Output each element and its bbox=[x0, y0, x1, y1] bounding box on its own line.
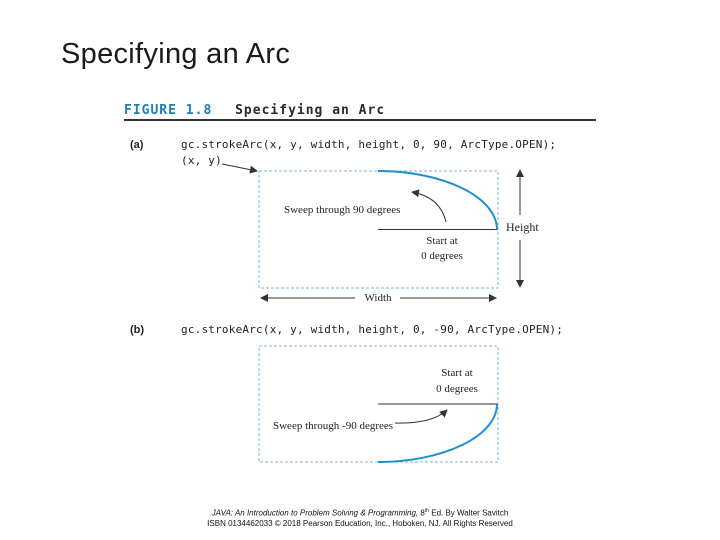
part-b-label: (b) bbox=[130, 324, 145, 336]
part-a-origin-arrow bbox=[222, 164, 257, 171]
figure-label: FIGURE 1.8 bbox=[124, 103, 213, 118]
part-b-start-line2: 0 degrees bbox=[436, 383, 478, 395]
part-a-arc bbox=[378, 171, 497, 230]
footer-book-title: JAVA: An Introduction to Problem Solving & Programming, bbox=[211, 508, 419, 518]
part-a-start-line1: Start at bbox=[426, 235, 458, 247]
slide-title: Specifying an Arc bbox=[61, 38, 291, 70]
part-a-origin-label: (x, y) bbox=[181, 154, 222, 167]
part-a-height-label: Height bbox=[506, 220, 539, 234]
part-a-sweep-arrow bbox=[412, 192, 446, 222]
part-a-sweep-label: Sweep through 90 degrees bbox=[284, 204, 401, 216]
footer-line1 bbox=[0, 508, 720, 518]
part-b-sweep-arrow bbox=[395, 410, 447, 423]
part-b-sweep-label: Sweep through -90 degrees bbox=[273, 420, 394, 432]
part-b-arc bbox=[378, 404, 497, 462]
part-a-code: gc.strokeArc(x, y, width, height, 0, 90, ArcType.OPEN); bbox=[181, 138, 557, 151]
footer-line2: ISBN 0134462033 © 2018 Pearson Education, Inc., Hoboken, NJ. All Rights Reserved bbox=[207, 519, 513, 528]
part-a-label: (a) bbox=[130, 139, 144, 151]
footer-edition-sup: th bbox=[424, 508, 430, 514]
part-b-start-line1: Start at bbox=[441, 367, 473, 379]
footer-author: Ed. By Walter Savitch bbox=[429, 508, 509, 518]
part-a-width-label: Width bbox=[364, 292, 392, 304]
part-a-start-line2: 0 degrees bbox=[421, 250, 463, 262]
part-b-code: gc.strokeArc(x, y, width, height, 0, -90, ArcType.OPEN); bbox=[181, 323, 564, 336]
footer-edition: 8 bbox=[420, 508, 425, 518]
figure-title: Specifying an Arc bbox=[235, 103, 386, 118]
